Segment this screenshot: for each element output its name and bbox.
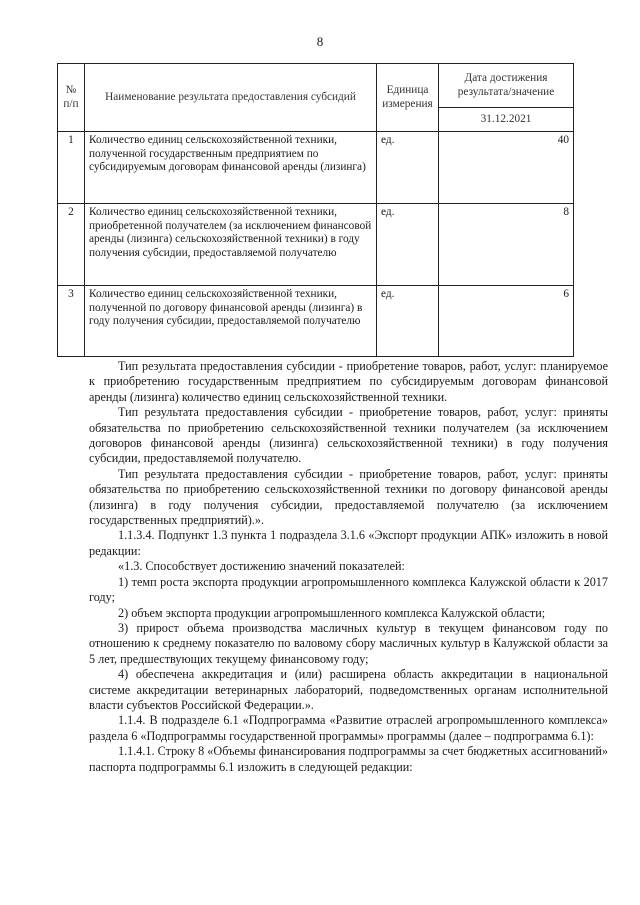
header-name: Наименование результата предоставления субсидий: [85, 64, 377, 132]
paragraph: Тип результата предоставления субсидии - приобретение товаров, работ, услуг: планируемое к приобретению государственным предприятием по субсидируемым договорам финансовой аренды (лизинга) количество единиц сельскохозяйственной техники.: [89, 359, 608, 404]
header-num: № п/п: [58, 64, 85, 132]
results-table: [57, 63, 574, 357]
row-num: 1: [58, 132, 85, 204]
paragraph: «1.3. Способствует достижению значений показателей:: [118, 559, 405, 574]
table-header-row: [58, 64, 574, 108]
row-num: 3: [58, 286, 85, 357]
header-unit: Единица измерения: [377, 64, 439, 132]
body-text: [89, 359, 608, 775]
header-date: Дата достижения результата/значение: [439, 64, 574, 108]
row-unit: ед.: [377, 132, 439, 204]
row-name: Количество единиц сельскохозяйственной техники, приобретенной получателем (за исключением финансовой аренды (лизинга) сельскохозяйственной техники) в году получения субсидии, предоставляемой получателю: [85, 204, 377, 286]
paragraph: 1.1.4. В подразделе 6.1 «Подпрограмма «Развитие отраслей агропромышленного комплекса» раздела 6 «Подпрограммы государственной программы» программы (далее – подпрограмма 6.1):: [89, 713, 608, 743]
row-name: Количество единиц сельскохозяйственной техники, полученной по договору финансовой аренды (лизинга) в году получения субсидии, предоставляемой получателю: [85, 286, 377, 357]
paragraph: 1.1.3.4. Подпункт 1.3 пункта 1 подраздела 3.1.6 «Экспорт продукции АПК» изложить в новой редакции:: [89, 528, 608, 558]
header-date-value: 31.12.2021: [439, 108, 574, 132]
row-name: Количество единиц сельскохозяйственной техники, полученной государственным предприятием по субсидируемым договорам финансовой аренды (лизинга): [85, 132, 377, 204]
table-row: [58, 204, 574, 286]
paragraph: 1) темп роста экспорта продукции агропромышленного комплекса Калужской области к 2017 году;: [89, 574, 608, 605]
table-row: [58, 132, 574, 204]
paragraph: 1.1.4.1. Строку 8 «Объемы финансирования подпрограммы за счет бюджетных ассигнований» паспорта подпрограммы 6.1 изложить в следующей редакции:: [89, 744, 608, 774]
paragraph: Тип результата предоставления субсидии - приобретение товаров, работ, услуг: приняты обязательства по приобретению сельскохозяйственной техники получателем (за исключением договоров финансовой аренды (лизинга) сельскохозяйственной техники) в году получения субсидии, предоставляемой получателю.: [89, 405, 608, 466]
row-unit: ед.: [377, 286, 439, 357]
row-value: 8: [439, 204, 574, 286]
row-unit: ед.: [377, 204, 439, 286]
paragraph: 4) обеспечена аккредитация и (или) расширена область аккредитации в национальной системе аккредитации ветеринарных лабораторий, подведомственных органам исполнительной власти субъектов Российской Федерации.».: [89, 667, 608, 712]
row-value: 6: [439, 286, 574, 357]
row-value: 40: [439, 132, 574, 204]
paragraph: Тип результата предоставления субсидии - приобретение товаров, работ, услуг: приняты обязательства по приобретению сельскохозяйственной техники по договору финансовой аренды (лизинга) в году получения субсидии, предоставляемой получателю (за исключением государственных предприятий).».: [89, 466, 608, 528]
table-row: [58, 286, 574, 357]
page-number: 8: [316, 34, 324, 49]
row-num: 2: [58, 204, 85, 286]
paragraph: 2) объем экспорта продукции агропромышленного комплекса Калужской области;: [118, 605, 546, 620]
paragraph: 3) прирост объема производства масличных культур в текущем финансовом году по отношению к среднему показателю по валовому сбору масличных культур в Калужской области за 5 лет, предшествующих текущему финансовому году;: [89, 620, 608, 666]
